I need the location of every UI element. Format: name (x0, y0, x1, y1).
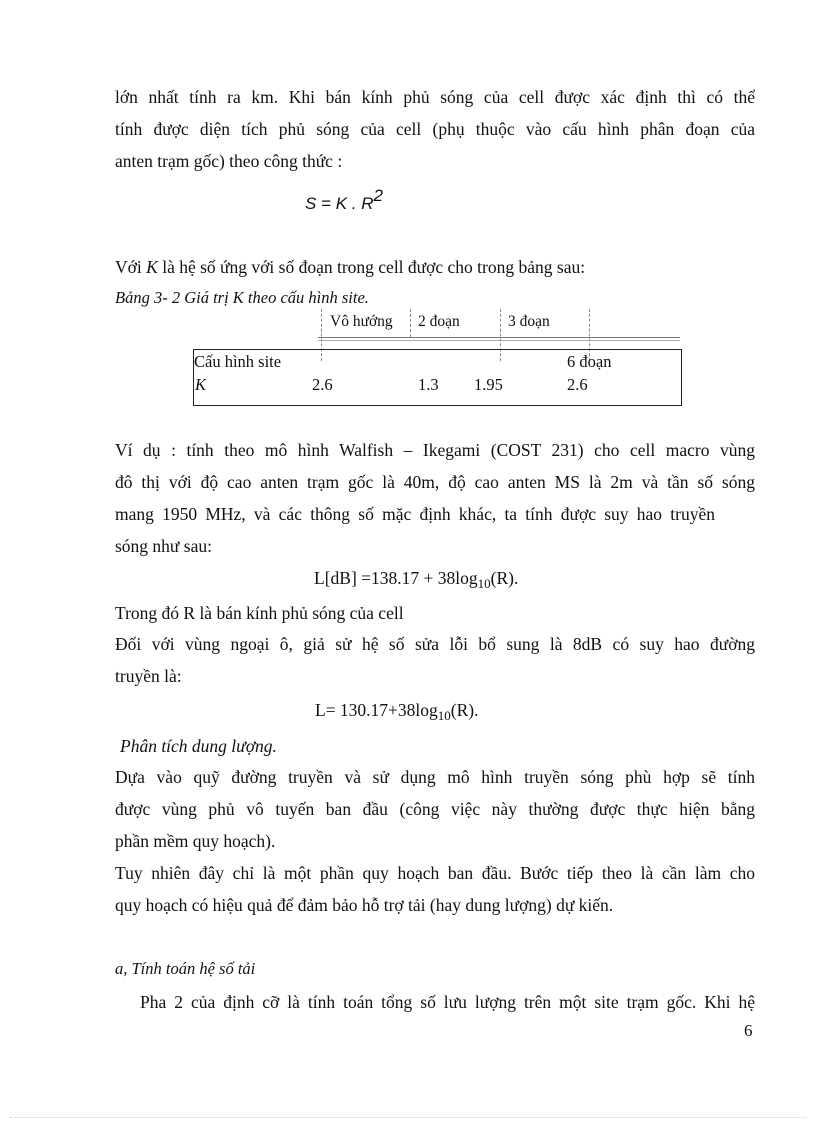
table-header-3-sector: 3 đoạn (508, 313, 550, 330)
table-cell-value: 2.6 (567, 375, 588, 394)
paragraph-line: truyền là: (115, 666, 182, 686)
paragraph-line: Ví dụ : tính theo mô hình Walfish – Ikegami (COST 231) cho cell macro vùng (115, 440, 755, 460)
column-divider (410, 309, 411, 337)
table-cell-6-sector: 6 đoạn (567, 352, 612, 371)
paragraph-line: đô thị với độ cao anten trạm gốc là 40m, độ cao anten MS là 2m và tần số sóng (115, 472, 755, 492)
table-header-rule (318, 337, 680, 341)
table-header-omni: Vô hướng (330, 313, 393, 330)
paragraph-line: sóng như sau: (115, 536, 212, 556)
table-row-label: Cấu hình site (194, 352, 282, 371)
table-header-2-sector: 2 đoạn (418, 313, 460, 330)
table-cell-value: 1.95 (474, 375, 503, 394)
table-caption: Bảng 3- 2 Giá trị K theo cấu hình site. (115, 288, 369, 307)
k-intro (115, 256, 755, 278)
paragraph-line: Tuy nhiên đây chỉ là một phần quy hoạch ban đầu. Bước tiếp theo là cần làm cho (115, 863, 755, 883)
paragraph-line: Trong đó R là bán kính phủ sóng của cell (115, 603, 404, 623)
area-formula-exponent: 2 (373, 186, 383, 205)
table-cell-value: 2.6 (312, 375, 333, 394)
k-intro-pre: Với (115, 257, 147, 277)
urban-formula-pre: L[dB] =138.17 + 38log (314, 568, 478, 588)
suburban-path-loss-formula (315, 700, 479, 724)
urban-formula-post: (R). (490, 568, 519, 588)
k-variable: K (146, 257, 158, 277)
table-cell-value: 1.3 (418, 375, 439, 394)
suburban-formula-post: (R). (450, 700, 479, 720)
area-formula (305, 186, 383, 214)
paragraph-line: được vùng phủ vô tuyến ban đầu (công việc này thường được thực hiện bằng (115, 799, 755, 819)
paragraph-line: tính được diện tích phủ sóng của cell (phụ thuộc vào cấu hình phân đoạn của (115, 119, 755, 139)
k-intro-post: là hệ số ứng với số đoạn trong cell được cho trong bảng sau: (157, 257, 586, 277)
paragraph-line: quy hoạch có hiệu quả để đảm bảo hỗ trợ tải (hay dung lượng) dự kiến. (115, 895, 614, 915)
suburban-formula-sub: 10 (437, 708, 451, 723)
paragraph-line: Đối với vùng ngoại ô, giả sử hệ số sửa lỗi bổ sung là 8dB có suy hao đường (115, 634, 755, 654)
section-heading-load: a, Tính toán hệ số tải (115, 959, 256, 978)
page-number: 6 (744, 1021, 753, 1040)
paragraph-line: lớn nhất tính ra km. Khi bán kính phủ sóng của cell được xác định thì có thể (115, 87, 755, 107)
suburban-formula-pre: L= 130.17+38log (315, 700, 438, 720)
section-heading-capacity: Phân tích dung lượng. (120, 736, 277, 756)
page-bottom-border (10, 1117, 806, 1118)
paragraph-line: Dựa vào quỹ đường truyền và sử dụng mô hình truyền sóng phù hợp sẽ tính (115, 767, 755, 787)
table-row-label-k: K (195, 375, 207, 394)
paragraph-line: phần mềm quy hoạch). (115, 831, 276, 851)
area-formula-text: S = K . R (305, 194, 374, 213)
paragraph-line: Pha 2 của định cỡ là tính toán tổng số lưu lượng trên một site trạm gốc. Khi hệ (140, 992, 755, 1012)
paragraph-line: anten trạm gốc) theo công thức : (115, 151, 343, 171)
urban-formula-sub: 10 (477, 576, 491, 591)
urban-path-loss-formula (314, 568, 518, 592)
paragraph-line: mang 1950 MHz, và các thông số mặc định khác, ta tính được suy hao truyền (115, 504, 715, 524)
